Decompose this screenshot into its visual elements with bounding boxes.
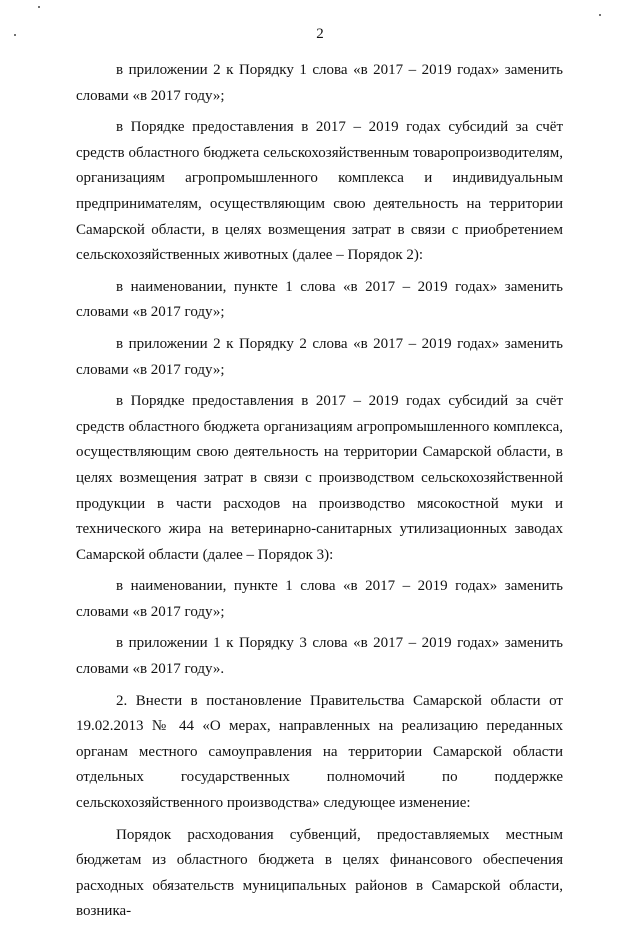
paragraph: в наименовании, пункте 1 слова «в 2017 – 2019 годах» заменить словами «в 2017 году»; [76, 578, 563, 620]
paragraph: в приложении 1 к Порядку 3 слова «в 2017 – 2019 годах» заменить словами «в 2017 году». [76, 635, 563, 678]
scan-speck [599, 14, 601, 16]
document-body [76, 58, 563, 925]
paragraph: Порядок расходования субвенций, предоставляемых местным бюджетам из областного бюджета в целях финансового обеспечения расходных обязательств муниципальных районов в Самарской области, возника- [76, 826, 563, 920]
page-number: 2 [316, 26, 324, 42]
paragraph: в приложении 2 к Порядку 1 слова «в 2017 – 2019 годах» заменить словами «в 2017 году»; [76, 62, 563, 104]
paragraph: в наименовании, пункте 1 слова «в 2017 – 2019 годах» заменить словами «в 2017 году»; [76, 278, 563, 321]
paragraph: в Порядке предоставления в 2017 – 2019 годах субсидий за счёт средств областного бюджета организациям агропромышленного комплекса, осуществляющим свою деятельность на территории Самарской области, в целях возмещения затрат в связи с производством сельскохозяйственной продукции в части расходов на производство мясокостной муки и технического жира на ветеринарно-санитарных утилизационных заводах Самарской области (далее – Порядок 3): [76, 393, 563, 563]
scan-speck [38, 6, 40, 8]
paragraph: 2. Внести в постановление Правительства Самарской области от 19.02.2013 № 44 «О мерах, направленных на реализацию переданных органам местного самоуправления на территории Самарской области отдельных государственных полномочий по поддержке сельскохозяйственного производства» следующее изменение: [76, 692, 563, 812]
paragraph: в приложении 2 к Порядку 2 слова «в 2017 – 2019 годах» заменить словами «в 2017 году»; [76, 335, 563, 378]
paragraph: в Порядке предоставления в 2017 – 2019 годах субсидий за счёт средств областного бюджета сельскохозяйственным товаропроизводителям, организациям агропромышленного комплекса и индивидуальным предпринимателям, осуществляющим свою деятельность на территории Самарской области, в целях возмещения затрат в связи с приобретением сельскохозяйственных животных (далее – Порядок 2): [76, 119, 563, 264]
